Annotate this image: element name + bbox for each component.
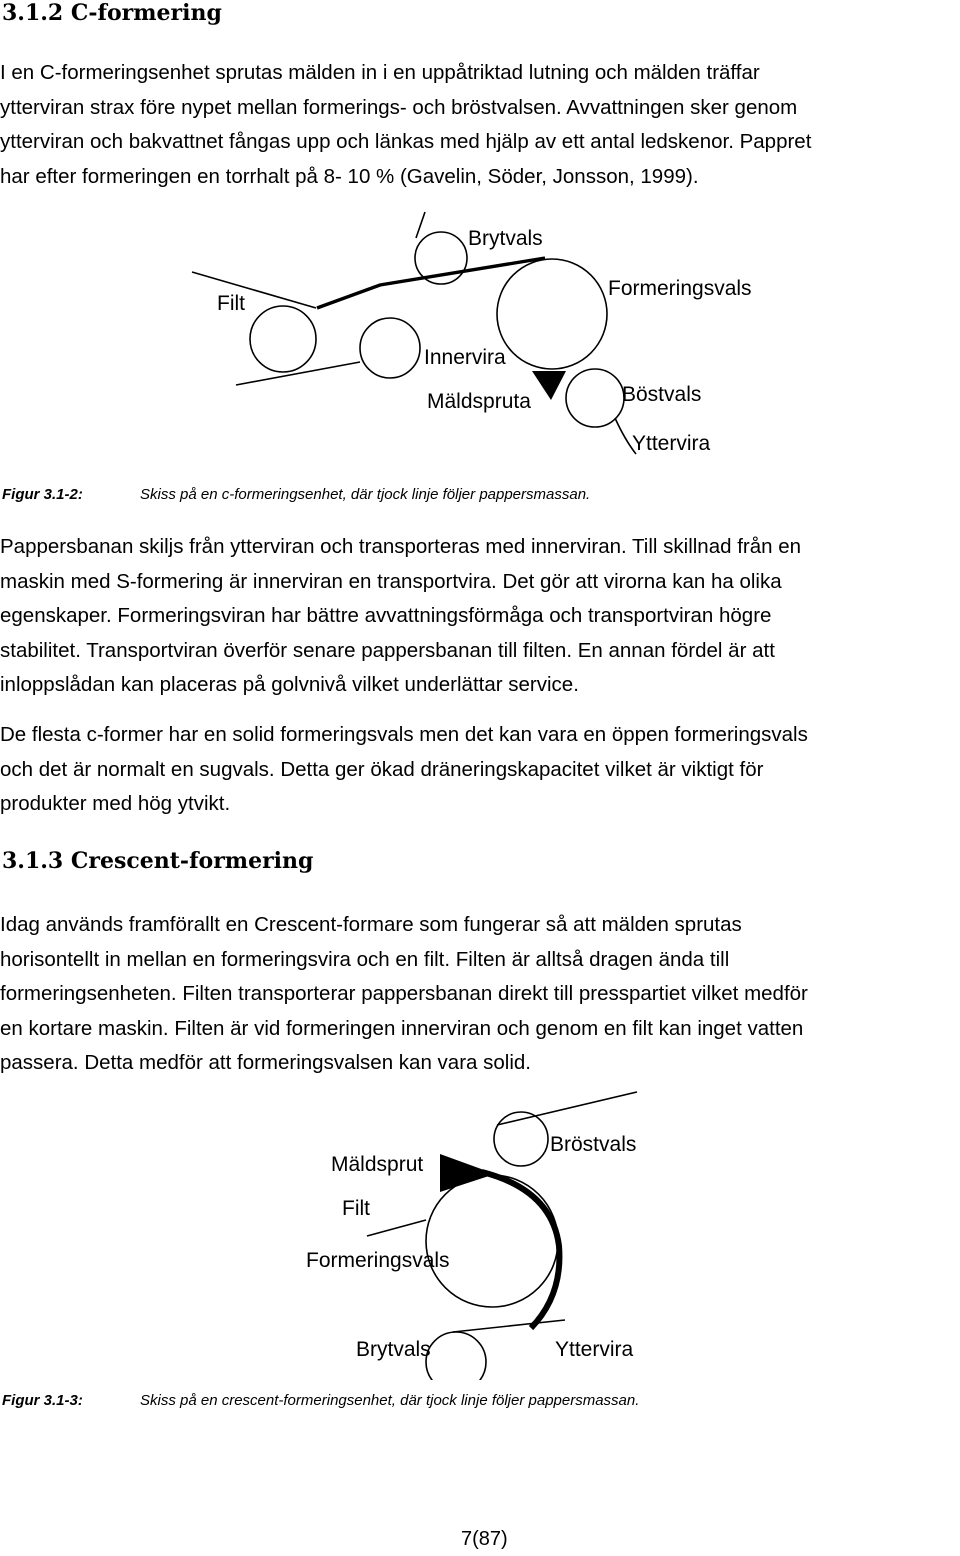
label-formeringsvals: Formeringsvals (306, 1249, 450, 1272)
felt-line-upper (192, 272, 316, 308)
text-line: Idag används framförallt en Crescent-formare som fungerar så att mälden sprutas (0, 913, 742, 936)
label-brostvals: Bröstvals (550, 1133, 637, 1156)
text-line: och det är normalt en sugvals. Detta ger ökad dräneringskapacitet vilket är viktigt för (0, 757, 764, 781)
label-yttervira: Yttervira (632, 432, 711, 455)
text-line: en kortare maskin. Filten är vid formeringen innerviran och genom en filt kan inget vatten (0, 1016, 804, 1040)
paper-web-thick-line (317, 258, 545, 308)
label-brytvals: Brytvals (468, 227, 543, 250)
label-formeringsvals: Formeringsvals (608, 277, 752, 300)
section-heading-crescent: 3.1.3 Crescent-formering (2, 848, 314, 874)
brytvals-roll (426, 1332, 486, 1380)
felt-line-lower (236, 362, 360, 385)
label-filt: Filt (342, 1197, 370, 1220)
label-maldsprut: Mäldsprut (331, 1153, 424, 1176)
text-line: I en C-formeringsenhet sprutas mälden in i en uppåtriktad lutning och mälden träffar (0, 61, 760, 84)
paragraph-transport (0, 530, 960, 703)
label-brostvals: Böstvals (622, 383, 702, 406)
label-yttervira: Yttervira (555, 1338, 634, 1361)
maldspruta-nozzle (532, 371, 566, 400)
label-filt: Filt (217, 292, 245, 315)
paper-web-thick-line (482, 1172, 559, 1328)
label-maldspruta: Mäldspruta (427, 390, 531, 413)
section-heading-c-formering: 3.1.2 C-formering (2, 0, 222, 26)
figure-caption-text: Skiss på en crescent-formeringsenhet, där tjock linje följer pappersmassan. (140, 1392, 640, 1409)
formeringsvals-roll (497, 259, 607, 369)
label-brytvals: Brytvals (356, 1338, 431, 1361)
text-line: ytterviran och bakvattnet fångas upp och länkas med hjälp av ett antal ledskenor. Pappret (0, 130, 812, 153)
filt-roll-2 (360, 318, 420, 378)
maldsprut-nozzle (440, 1154, 495, 1192)
formeringsvals-roll (426, 1175, 558, 1307)
text-line: horisontellt in mellan en formeringsvira och en filt. Filten är alltså dragen ända till (0, 947, 730, 971)
text-line: produkter med hög ytvikt. (0, 792, 231, 815)
filt-roll-1 (250, 306, 316, 372)
text-line: maskin med S-formering är innerviran en transportvira. Det gör att virorna kan ha olika (0, 569, 782, 593)
yttervira-top-line (497, 1092, 637, 1125)
figure-crescent-diagram (0, 1080, 960, 1380)
text-line: stabilitet. Transportviran överför senare pappersbanan till filten. En annan fördel är att (0, 638, 775, 662)
figure-caption-label: Figur 3.1-2: (2, 486, 83, 503)
text-line: De flesta c-former har en solid formeringsvals men det kan vara en öppen formeringsvals (0, 723, 808, 746)
brytvals-line (416, 212, 425, 238)
figure-c-formering-diagram (0, 0, 960, 470)
figure-caption-label: Figur 3.1-3: (2, 1392, 83, 1409)
label-innervira: Innervira (424, 346, 506, 369)
text-line: passera. Detta medför att formeringsvalsen kan vara solid. (0, 1051, 531, 1074)
text-line: formeringsenheten. Filten transporterar pappersbanan direkt till presspartiet vilket medför (0, 982, 808, 1005)
text-line: har efter formeringen en torrhalt på 8- 10 % (Gavelin, Söder, Jonsson, 1999). (0, 164, 699, 188)
text-line: ytterviran strax före nypet mellan formerings- och bröstvalsen. Avvattningen sker genom (0, 95, 798, 119)
filt-line (367, 1220, 426, 1236)
paragraph-formeringsvals (0, 718, 960, 822)
yttervira-bottom-line (453, 1320, 565, 1332)
page-number: 7(87) (461, 1528, 508, 1550)
text-line: egenskaper. Formeringsviran har bättre avvattningsförmåga och transportviran högre (0, 604, 772, 627)
paragraph-crescent (0, 908, 960, 1081)
text-line: inloppslådan kan placeras på golvnivå vilket underlättar service. (0, 673, 579, 696)
figure-caption-text: Skiss på en c-formeringsenhet, där tjock linje följer pappersmassan. (140, 486, 591, 503)
text-line: Pappersbanan skiljs från ytterviran och transporteras med innerviran. Till skillnad från en (0, 535, 802, 558)
